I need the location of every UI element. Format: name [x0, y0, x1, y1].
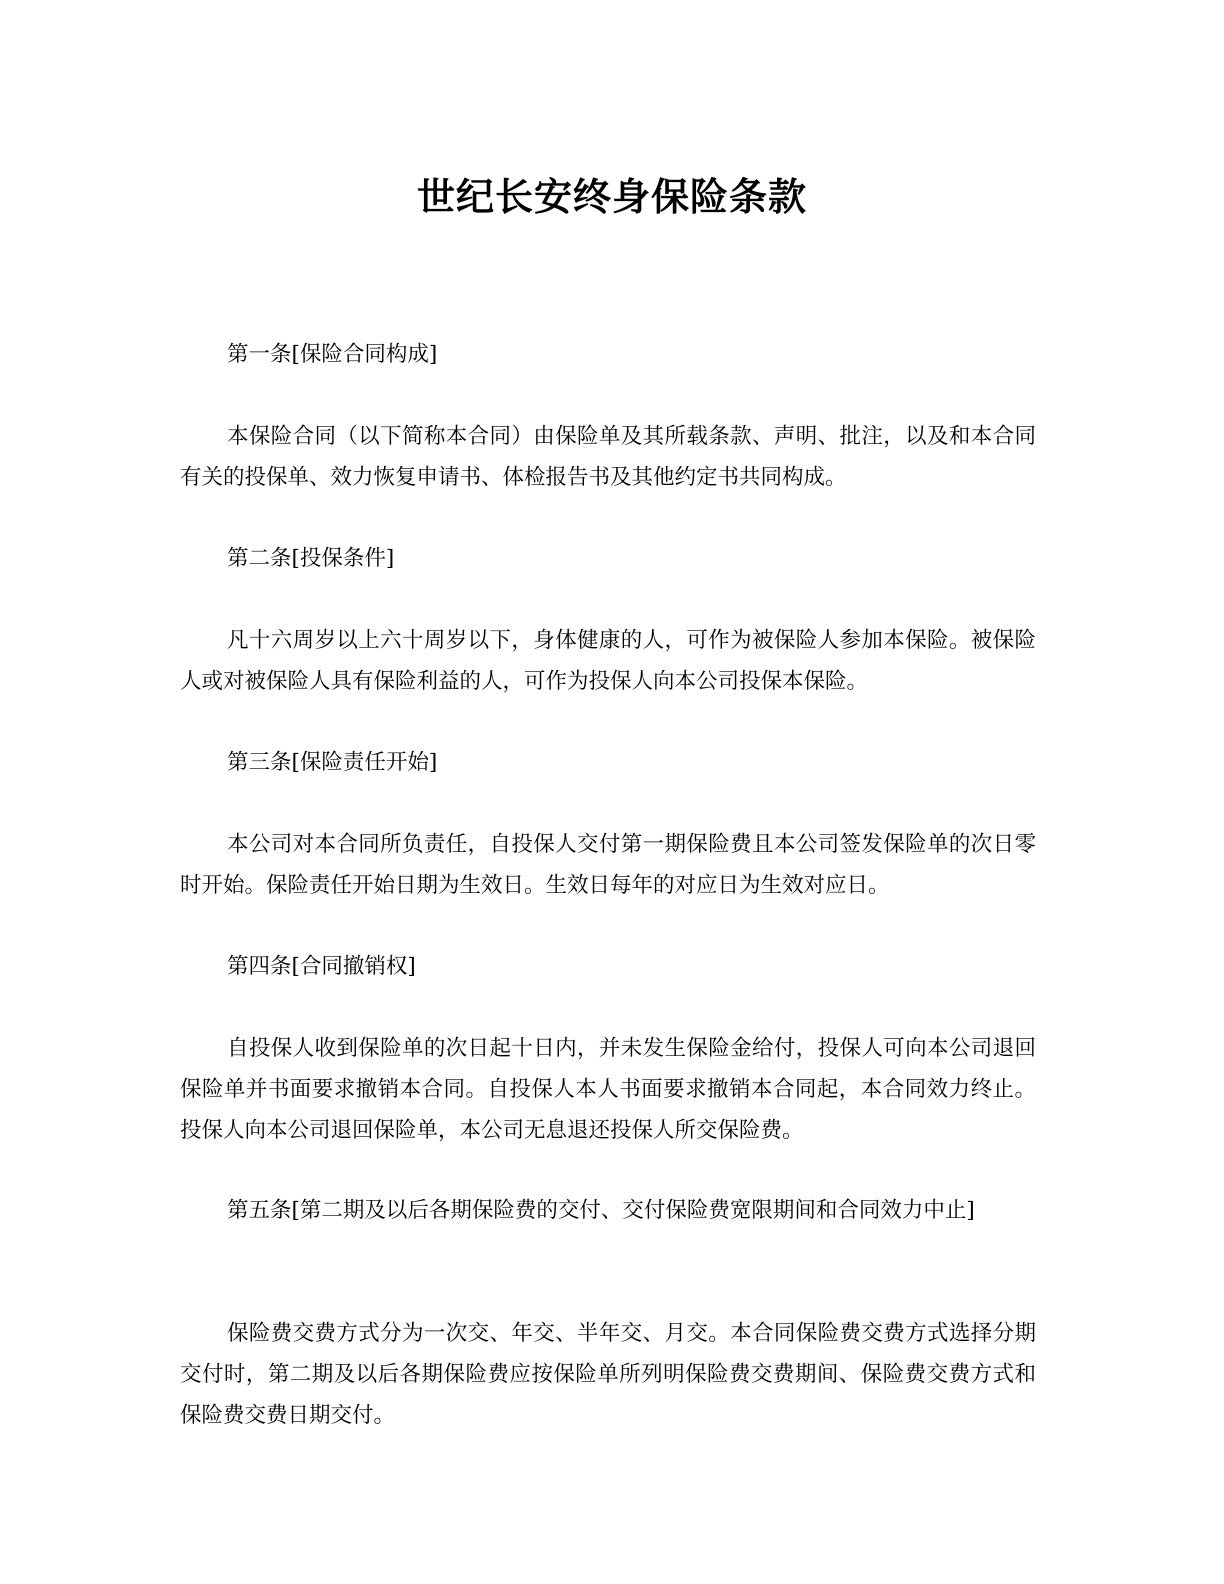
- document-title: 世纪长安终身保险条款: [416, 175, 807, 220]
- section-4-body: 自投保人收到保险单的次日起十日内，并未发生保险金给付，投保人可向本公司退回保险单并书面要求撤销本合同。自投保人本人书面要求撤销本合同起，本合同效力终止。投保人向本公司退回保险单，本公司无息退还投保人所交保险费。: [180, 1036, 1036, 1143]
- section-1-heading: 第一条[保险合同构成]: [227, 342, 438, 367]
- section-5-heading: 第五条[第二期及以后各期保险费的交付、交付保险费宽限期间和合同效力中止]: [227, 1198, 975, 1223]
- section-5-body: 保险费交费方式分为一次交、年交、半年交、月交。本合同保险费交费方式选择分期交付时，第二期及以后各期保险费应按保险单所列明保险费交费期间、保险费交费方式和保险费交费日期交付。: [180, 1321, 1036, 1428]
- section-3-body: 本公司对本合同所负责任，自投保人交付第一期保险费且本公司签发保险单的次日零时开始。保险责任开始日期为生效日。生效日每年的对应日为生效对应日。: [180, 832, 1036, 898]
- section-4-heading: 第四条[合同撤销权]: [227, 954, 416, 979]
- section-3-heading: 第三条[保险责任开始]: [227, 750, 438, 775]
- section-2-body: 凡十六周岁以上六十周岁以下，身体健康的人，可作为被保险人参加本保险。被保险人或对被保险人具有保险利益的人，可作为投保人向本公司投保本保险。: [180, 628, 1036, 694]
- section-2-heading: 第二条[投保条件]: [227, 546, 395, 571]
- section-1-body: 本保险合同（以下简称本合同）由保险单及其所载条款、声明、批注，以及和本合同有关的投保单、效力恢复申请书、体检报告书及其他约定书共同构成。: [180, 424, 1036, 490]
